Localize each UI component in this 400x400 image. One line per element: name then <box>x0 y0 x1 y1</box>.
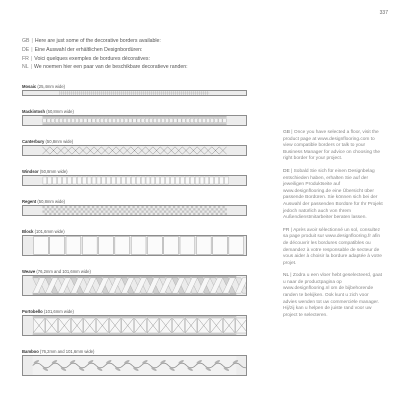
border-name: Mackintosh <box>22 109 46 114</box>
lang-code: NL <box>22 64 29 71</box>
side-note-de: DE | Sobald Sie sich für einen Designbelag entschieden haben, erhalten Sie auf der jeweiligen Produktseite auf www.designflooring.de eine Übersicht über passende Bordüren. Sie können sich bei der Auswahl der passenden Bordüre für Ihr Projekt jedoch natürlich auch von Ihrem Außendienstmitarbeiter beraten lassen. <box>283 168 383 221</box>
border-list <box>22 84 247 389</box>
separator: | <box>31 38 33 44</box>
border-size: (50,8mm wide) <box>46 109 74 114</box>
border-item-weave <box>22 269 247 296</box>
side-text: Après avoir sélectionné un sol, consultez sa page produit sur www.designflooring.fr afin de découvrir les bordures compatibles ou demandez à votre responsable de secteur de vous aider à choisir la bordure adaptée à votre projet. <box>283 227 382 266</box>
border-name: Weave <box>22 269 36 274</box>
lang-code: FR <box>283 227 290 233</box>
lang-code: DE <box>22 46 30 53</box>
lang-code: NL <box>283 273 289 279</box>
border-item-bamboo <box>22 349 247 376</box>
border-item-mackintosh <box>22 109 247 126</box>
side-text: Once you have selected a floor, visit the product page at www.designflooring.com to view compatible borders or talk to your Business Manager for advice on choosing the right border for your project. <box>283 130 381 162</box>
separator: | <box>31 46 33 53</box>
border-item-block <box>22 229 247 256</box>
side-note-nl: NL | Zodra u een vloer hebt geselecteerd, gaat u naar de productpagina op www.designflooring.nl om de bijbehorende randen te bekijken. Ook kunt u zich voor advies wenden tot uw commerciële manager. Hij/zij kan u helpen de juiste rand voor uw project te selecteren. <box>283 273 382 318</box>
lang-code: DE <box>283 168 290 174</box>
page-number: 337 <box>379 10 388 16</box>
border-size: (76,2mm and 101,6mm wide) <box>39 349 95 354</box>
mosaic-border-swatch <box>22 90 247 96</box>
border-name: Portobello <box>22 309 43 314</box>
side-text: Sobald Sie sich für einen Designbelag entschieden haben, erhalten Sie auf der jeweiligen Produktseite auf www.designflooring.de eine Übersicht über passende Bordüren. Sie können sich bei der Auswahl der passenden Bordüre für Ihr Projekt jedoch natürlich auch von Ihrem Außendienstmitarbeiter beraten lassen. <box>283 168 383 221</box>
side-notes <box>283 130 383 325</box>
intro-text: Voici quelques exemples de bordures décoratives: <box>34 55 150 62</box>
lang-code: FR <box>22 55 29 62</box>
canterbury-border-swatch <box>22 145 247 156</box>
intro-text: Here are just some of the decorative borders available: <box>34 38 161 44</box>
separator: | <box>30 55 33 62</box>
lang-code: GB <box>22 38 30 44</box>
regent-border-swatch <box>22 205 247 216</box>
separator: | <box>30 64 32 71</box>
border-item-windsor <box>22 169 247 186</box>
bamboo-border-swatch <box>22 355 247 376</box>
border-size: (101,6mm wide) <box>43 309 74 314</box>
portobello-border-swatch <box>22 315 247 336</box>
windsor-border-swatch <box>22 175 247 186</box>
border-name: Mosaic <box>22 84 37 89</box>
lang-code: GB <box>283 130 290 135</box>
border-size: (50,8mm wide) <box>45 139 74 144</box>
weave-border-swatch <box>22 275 247 296</box>
side-note-fr: FR | Après avoir sélectionné un sol, consultez sa page produit sur www.designflooring.fr afin de découvrir les bordures compatibles ou demandez à votre responsable de secteur de vous aider à choisir la bordure adaptée à votre projet. <box>283 227 382 266</box>
border-name: Regent <box>22 199 37 204</box>
border-item-regent <box>22 199 247 216</box>
border-size: (50,8mm wide) <box>37 199 66 204</box>
border-size: (101,6mm wide) <box>34 229 65 234</box>
intro-text: We noemen hier een paar van de beschikbare decoratieve randen: <box>34 64 188 71</box>
side-text: Zodra u een vloer hebt geselecteerd, gaat u naar de productpagina op www.designflooring.nl om de bijbehorende randen te bekijken. Ook kunt u zich voor advies wenden tot uw commerciële manager. Hij/zij kan u helpen de juiste rand voor uw project te selecteren. <box>283 273 382 318</box>
intro-line-gb <box>22 37 272 46</box>
border-name: Block <box>22 229 34 234</box>
border-name: Canterbury <box>22 139 45 144</box>
mackintosh-border-swatch <box>22 115 247 126</box>
border-size: (25,4mm wide) <box>37 84 66 89</box>
intro-text: Eine Auswahl der erhältlichen Designbordüren: <box>34 46 143 53</box>
border-name: Bamboo <box>22 349 39 354</box>
border-item-portobello <box>22 309 247 336</box>
border-size: (76,2mm and 101,6mm wide) <box>36 269 91 274</box>
border-item-canterbury <box>22 139 247 156</box>
block-border-swatch <box>22 235 247 256</box>
intro-line-de <box>22 46 272 55</box>
border-item-mosaic <box>22 84 247 96</box>
border-size: (50,8mm wide) <box>39 169 68 174</box>
intro-line-fr <box>22 55 272 64</box>
intro-list <box>22 37 272 72</box>
intro-line-nl <box>22 63 272 72</box>
border-name: Windsor <box>22 169 39 174</box>
side-note-gb: GB | Once you have selected a floor, visit the product page at www.designflooring.com to view compatible borders or talk to your Business Manager for advice on choosing the right border for your project. <box>283 130 381 162</box>
